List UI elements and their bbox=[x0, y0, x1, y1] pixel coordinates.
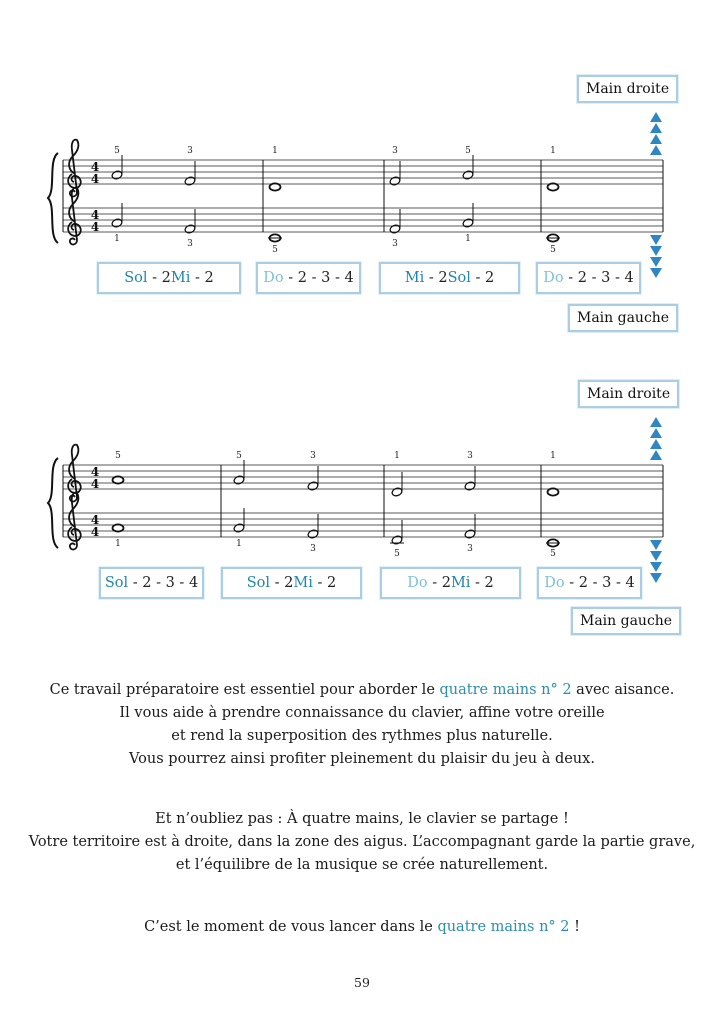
note-name: Do bbox=[407, 575, 428, 591]
piece-link-text: quatre mains n° 2 bbox=[437, 919, 570, 935]
fingering: 5 bbox=[550, 245, 556, 255]
note-name: Mi bbox=[404, 270, 425, 286]
fingering: 5 bbox=[236, 451, 242, 461]
svg-text:4: 4 bbox=[90, 525, 100, 539]
down-arrows-icon bbox=[650, 235, 662, 278]
svg-text:4: 4 bbox=[90, 208, 100, 222]
note-name: Mi bbox=[293, 575, 313, 591]
page-number: 59 bbox=[354, 975, 370, 990]
fingering: 5 bbox=[550, 549, 556, 559]
fingering: 3 bbox=[392, 239, 398, 249]
fingering: 5 bbox=[394, 549, 400, 559]
brace-icon bbox=[48, 458, 58, 548]
fingering: 3 bbox=[467, 451, 473, 461]
fingering: 1 bbox=[114, 234, 120, 244]
svg-text:4: 4 bbox=[90, 172, 100, 186]
fingering: 5 bbox=[465, 146, 471, 156]
beat-count: - 2 bbox=[270, 575, 294, 591]
beat-count: - 2 - 3 - 4 bbox=[283, 270, 354, 286]
right-hand-label-2: Main droite bbox=[578, 380, 679, 408]
note-name: Mi bbox=[450, 575, 471, 591]
up-arrows-icon bbox=[650, 417, 662, 460]
beat-count: - 2 - 3 - 4 bbox=[564, 575, 635, 591]
fingering: 1 bbox=[550, 146, 556, 156]
beat-count: - 2 bbox=[427, 575, 451, 591]
beat-count: - 2 bbox=[470, 575, 494, 591]
fingering: 1 bbox=[465, 234, 471, 244]
music-system-1 bbox=[48, 140, 663, 255]
note-name: Mi bbox=[170, 270, 191, 286]
fingering: 3 bbox=[187, 146, 193, 156]
right-hand-label-1: Main droite bbox=[577, 75, 678, 103]
fingering: 5 bbox=[114, 146, 120, 156]
fingering: 3 bbox=[467, 544, 473, 554]
down-arrows-icon bbox=[650, 540, 662, 583]
fingering: 1 bbox=[236, 539, 242, 549]
fingering: 5 bbox=[115, 451, 121, 461]
note-name: Sol bbox=[104, 575, 129, 591]
beat-count: - 2 bbox=[470, 270, 495, 286]
fingering: 3 bbox=[310, 544, 316, 554]
fingering: 5 bbox=[272, 245, 278, 255]
piece-link-text: quatre mains n° 2 bbox=[439, 682, 572, 698]
note-name: Do bbox=[543, 270, 564, 286]
note-name: Sol bbox=[246, 575, 271, 591]
fingering: 1 bbox=[272, 146, 278, 156]
closing-line: C’est le moment de vous lancer dans le quatre mains n° 2 ! bbox=[144, 919, 580, 935]
svg-text:4: 4 bbox=[90, 160, 100, 174]
note-name: Sol bbox=[124, 270, 148, 286]
fingering: 3 bbox=[187, 239, 193, 249]
beat-count: - 2 bbox=[190, 270, 214, 286]
svg-text:4: 4 bbox=[90, 513, 100, 527]
fingering: 1 bbox=[394, 451, 400, 461]
intro-paragraph: Ce travail préparatoire est essentiel pour aborder le quatre mains n° 2 avec aisance. Il vous aide à prendre connaissance du clavier, affine votre oreille et rend la superposition des rythmes plus naturelle. Vous pourrez ainsi profiter pleinement du plaisir du jeu à deux. bbox=[49, 682, 675, 767]
note-name: Do bbox=[263, 270, 284, 286]
fingering: 1 bbox=[550, 451, 556, 461]
beat-count: - 2 - 3 - 4 bbox=[563, 270, 634, 286]
svg-text:4: 4 bbox=[90, 477, 100, 491]
reminder-paragraph: Et n’oubliez pas : À quatre mains, le clavier se partage ! Votre territoire est à droite, dans la zone des aigus. L’accompagnant garde la partie grave, et l’équilibre de la musique se crée naturellement. bbox=[28, 811, 696, 873]
svg-text:4: 4 bbox=[90, 220, 100, 234]
fingering: 3 bbox=[310, 451, 316, 461]
fingering: 3 bbox=[392, 146, 398, 156]
note-name: Sol bbox=[447, 270, 471, 286]
beat-count: - 2 bbox=[147, 270, 171, 286]
fingering: 1 bbox=[115, 539, 121, 549]
svg-text:4: 4 bbox=[90, 465, 100, 479]
beat-count: - 2 - 3 - 4 bbox=[128, 575, 199, 591]
brace-icon bbox=[48, 153, 58, 243]
music-system-2 bbox=[48, 445, 663, 559]
beat-count: - 2 bbox=[424, 270, 448, 286]
beat-count: - 2 bbox=[312, 575, 337, 591]
note-name: Do bbox=[544, 575, 565, 591]
left-hand-label-2: Main gauche bbox=[571, 607, 681, 635]
up-arrows-icon bbox=[650, 112, 662, 155]
left-hand-label-1: Main gauche bbox=[568, 304, 678, 332]
